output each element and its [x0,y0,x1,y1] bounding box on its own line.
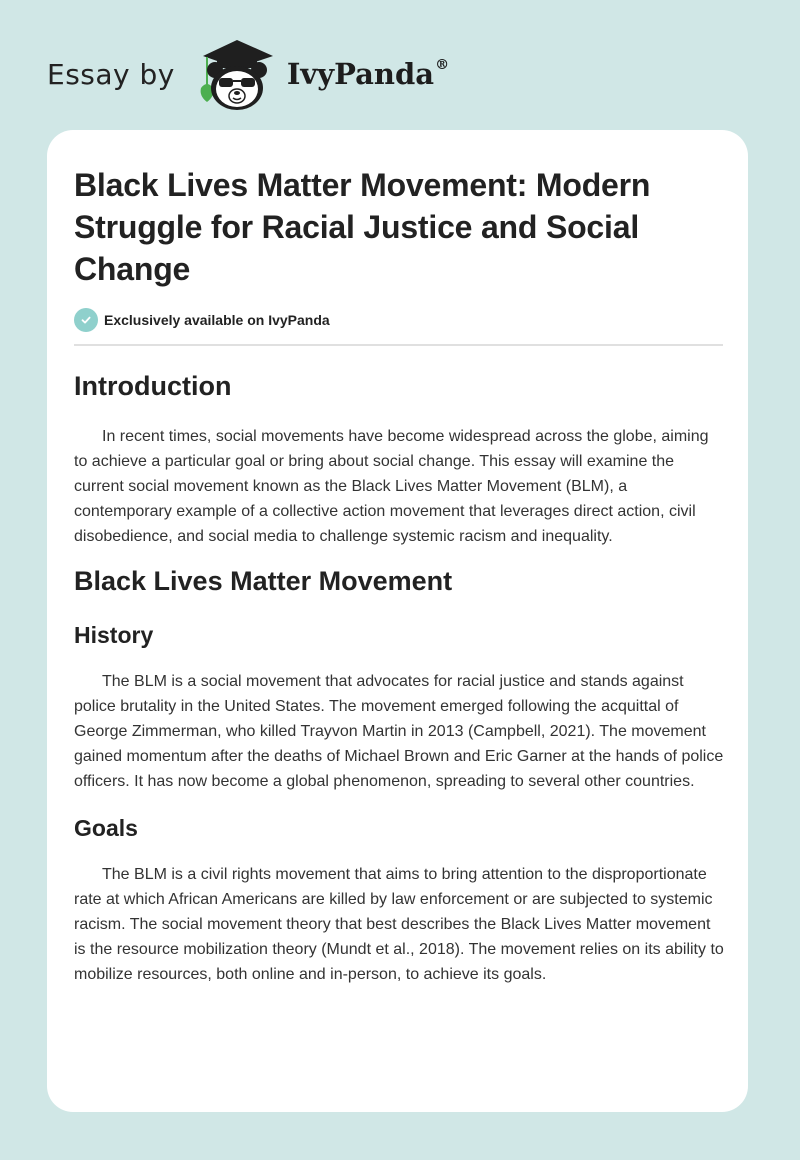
check-circle-icon [74,308,98,332]
essay-by-label: Essay by [47,57,175,91]
section-heading-introduction: Introduction [74,371,232,401]
panda-graduate-logo-icon[interactable] [193,36,279,112]
exclusive-badge [74,308,724,332]
goals-paragraph: The BLM is a civil rights movement that aims to bring attention to the disproportionate rate at which African Americans are killed by law enforcement or are subjected to systemic racism. The social movement theory that best describes the Black Lives Matter movement is the resource mobilization theory (Mundt et al., 2018). The movement relies on its ability to mobilize resources, both online and in-person, to achieve its goals. [74,866,724,983]
subsection-heading-goals: Goals [74,815,138,841]
title-divider [74,344,723,346]
brand-name[interactable]: IvyPanda® [286,57,450,91]
registered-mark: ® [435,57,450,74]
exclusive-badge-text: Exclusively available on IvyPanda [104,312,330,328]
essay-title: Black Lives Matter Movement: Modern Struggle for Racial Justice and Social Change [74,167,651,287]
essay-card [47,130,748,1112]
introduction-paragraph: In recent times, social movements have become widespread across the globe, aiming to achieve a particular goal or bring about social change. This essay will examine the current social movement known as the Black Lives Matter Movement (BLM), a contemporary example of a collective action movement that leverages direct action, civil disobedience, and social media to challenge systemic racism and inequality. [74,428,709,545]
subsection-heading-history: History [74,622,154,648]
history-paragraph: The BLM is a social movement that advocates for racial justice and stands against police brutality in the United States. The movement emerged following the acquittal of George Zimmerman, who killed Trayvon Martin in 2013 (Campbell, 2021). The movement gained momentum after the deaths of Michael Brown and Eric Garner at the hands of police officers. It has now become a global phenomenon, spreading to several other countries. [74,673,724,790]
section-heading-blm: Black Lives Matter Movement [74,566,453,596]
site-header [47,36,449,112]
